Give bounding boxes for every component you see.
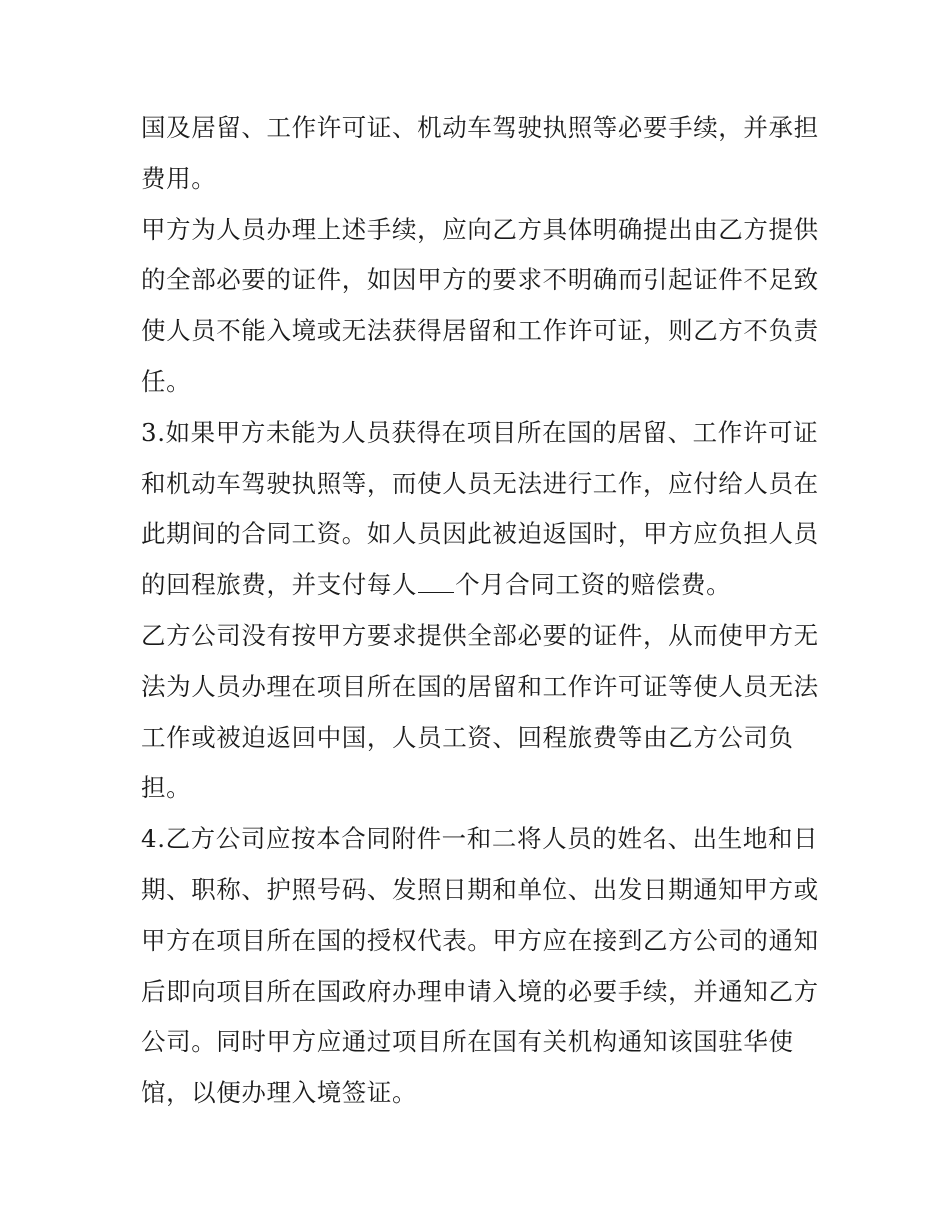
text-line: 后即向项目所在国政府办理申请入境的必要手续，并通知乙方 <box>141 976 819 1006</box>
text-line: 使人员不能入境或无法获得居留和工作许可证，则乙方不负责 <box>141 316 819 346</box>
text-line: 费用。 <box>141 163 217 193</box>
text-line: 国及居留、工作许可证、机动车驾驶执照等必要手续，并承担 <box>141 113 819 142</box>
text-line: 馆，以便办理入境签证。 <box>141 1078 418 1108</box>
text-line: 的全部必要的证件，如因甲方的要求不明确而引起证件不足致 <box>141 265 819 295</box>
text-line: 此期间的合同工资。如人员因此被迫返国时，甲方应负担人员 <box>141 519 819 549</box>
text-line: 4.乙方公司应按本合同附件一和二将人员的姓名、出生地和日 <box>141 824 819 854</box>
text-line-with-blank <box>141 560 813 611</box>
text-line: 法为人员办理在项目所在国的居留和工作许可证等使人员无法 <box>141 671 819 701</box>
text-line: 担。 <box>141 773 192 803</box>
text-line: 3.如果甲方未能为人员获得在项目所在国的居留、工作许可证 <box>141 417 819 447</box>
text-line: 期、职称、护照号码、发照日期和单位、出发日期通知甲方或 <box>141 874 819 904</box>
text-line: 工作或被迫返回中国，人员工资、回程旅费等由乙方公司负 <box>141 722 794 752</box>
text-segment: 的回程旅费，并支付每人 <box>141 570 418 600</box>
text-line: 和机动车驾驶执照等，而使人员无法进行工作，应付给人员在 <box>141 468 819 498</box>
text-segment: 个月合同工资的赔偿费。 <box>455 570 732 600</box>
text-line: 甲方为人员办理上述手续，应向乙方具体明确提出由乙方提供 <box>141 214 819 244</box>
text-line: 甲方在项目所在国的授权代表。甲方应在接到乙方公司的通知 <box>141 925 819 955</box>
text-line: 乙方公司没有按甲方要求提供全部必要的证件，从而使甲方无 <box>141 620 819 650</box>
text-line: 任。 <box>141 366 192 396</box>
fill-in-blank <box>418 570 454 593</box>
document-body <box>141 103 819 1119</box>
text-line: 公司。同时甲方应通过项目所在国有关机构通知该国驻华使 <box>141 1027 794 1057</box>
